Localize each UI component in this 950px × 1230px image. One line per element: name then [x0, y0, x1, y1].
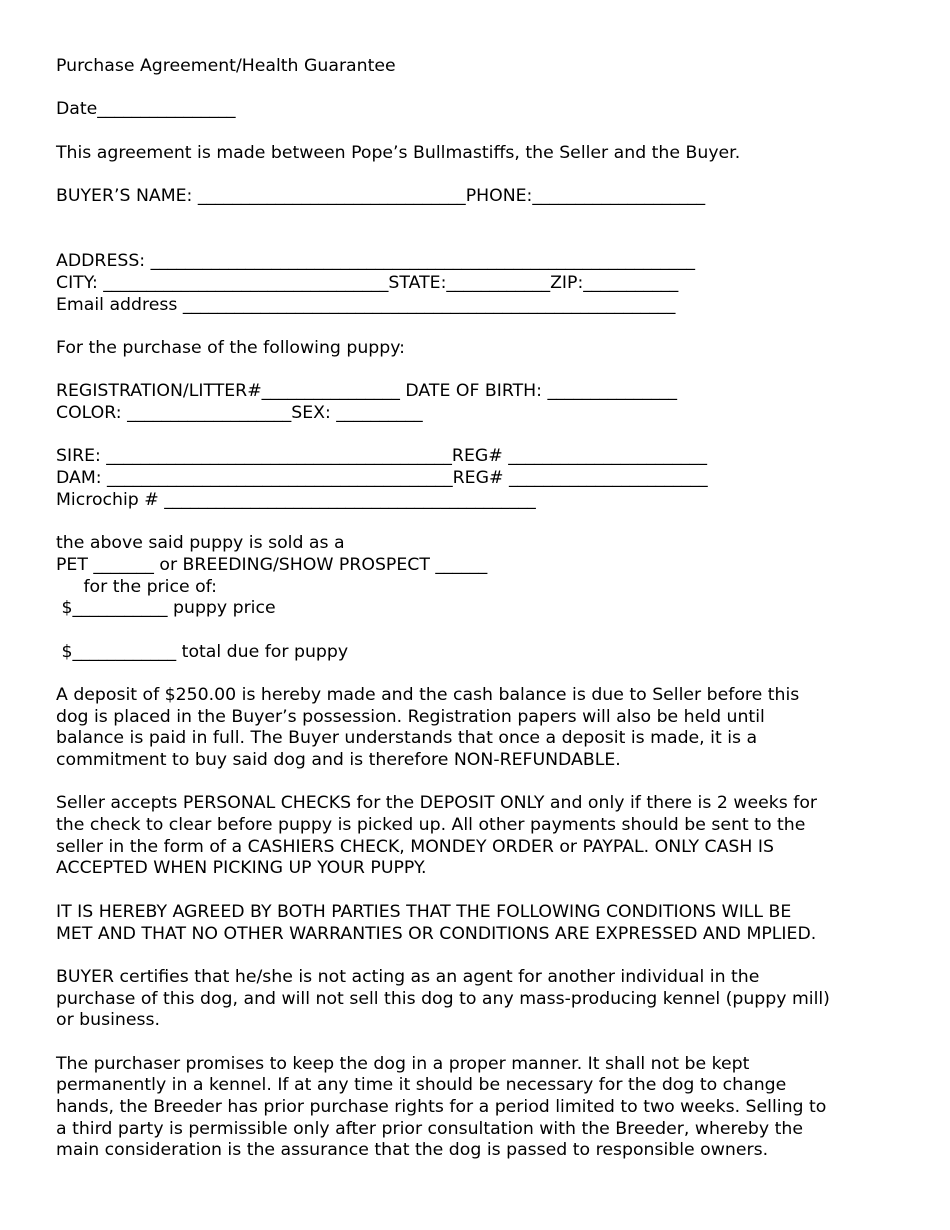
puppy-heading: For the purchase of the following puppy: [56, 337, 406, 358]
paragraph-line: A deposit of $250.00 is hereby made and the cash balance is due to Seller before this [56, 684, 800, 705]
purchaser-promises-paragraph [56, 1054, 906, 1162]
city-state-zip-field[interactable]: CITY: _________________________________STATE:____________ZIP:___________ [56, 272, 679, 293]
paragraph-line: main consideration is the assurance that the dog is passed to responsible owners. [56, 1140, 769, 1161]
color-sex-field[interactable]: COLOR: ___________________SEX: __________ [56, 403, 423, 424]
paragraph-line: MET AND THAT NO OTHER WARRANTIES OR CONDITIONS ARE EXPRESSED AND MPLIED. [56, 923, 817, 944]
paragraph-line: the check to clear before puppy is picked up. All other payments should be sent to the [56, 815, 806, 836]
total-due-field[interactable]: $____________ total due for puppy [56, 641, 349, 662]
registration-dob-field[interactable]: REGISTRATION/LITTER#________________ DATE OF BIRTH: _______________ [56, 381, 678, 402]
paragraph-line: ACCEPTED WHEN PICKING UP YOUR PUPPY. [56, 858, 427, 879]
microchip-field[interactable]: Microchip # ___________________________________________ [56, 489, 536, 510]
sire-field[interactable]: SIRE: ________________________________________REG# _______________________ [56, 446, 707, 467]
paragraph-line: seller in the form of a CASHIERS CHECK, MONDEY ORDER or PAYPAL. ONLY CASH IS [56, 836, 774, 857]
email-field[interactable]: Email address _________________________________________________________ [56, 294, 676, 315]
puppy-price-field[interactable]: $___________ puppy price [56, 598, 276, 619]
sale-terms-line: the above said puppy is sold as a [56, 533, 345, 554]
agreed-paragraph [56, 902, 906, 945]
paragraph-line: purchase of this dog, and will not sell this dog to any mass-producing kennel (puppy mill) [56, 988, 830, 1009]
deposit-paragraph [56, 685, 906, 772]
pet-or-prospect-field[interactable]: PET _______ or BREEDING/SHOW PROSPECT ______ [56, 554, 488, 575]
paragraph-line: IT IS HEREBY AGREED BY BOTH PARTIES THAT THE FOLLOWING CONDITIONS WILL BE [56, 901, 792, 922]
paragraph-line: hands, the Breeder has prior purchase rights for a period limited to two weeks. Selling to [56, 1097, 827, 1118]
date-field[interactable]: Date________________ [56, 99, 236, 120]
dam-field[interactable]: DAM: ________________________________________REG# _______________________ [56, 468, 708, 489]
paragraph-line: or business. [56, 1010, 160, 1031]
intro-text: This agreement is made between Pope’s Bullmastiffs, the Seller and the Buyer. [56, 142, 741, 163]
paragraph-line: a third party is permissible only after prior consultation with the Breeder, whereby the [56, 1118, 803, 1139]
price-label: for the price of: [56, 576, 217, 597]
paragraph-line: Seller accepts PERSONAL CHECKS for the DEPOSIT ONLY and only if there is 2 weeks for [56, 793, 818, 814]
buyer-certifies-paragraph [56, 967, 906, 1032]
checks-paragraph [56, 793, 906, 880]
paragraph-line: commitment to buy said dog and is therefore NON-REFUNDABLE. [56, 750, 621, 771]
paragraph-line: permanently in a kennel. If at any time it should be necessary for the dog to change [56, 1075, 787, 1096]
paragraph-line: balance is paid in full. The Buyer understands that once a deposit is made, it is a [56, 728, 758, 749]
document-title: Purchase Agreement/Health Guarantee [56, 56, 396, 76]
address-field[interactable]: ADDRESS: _______________________________________________________________ [56, 251, 695, 272]
paragraph-line: dog is placed in the Buyer’s possession. Registration papers will also be held until [56, 706, 765, 727]
paragraph-line: BUYER certifies that he/she is not acting as an agent for another individual in the [56, 966, 760, 987]
document-page [56, 56, 906, 1162]
paragraph-line: The purchaser promises to keep the dog in a proper manner. It shall not be kept [56, 1053, 750, 1074]
buyer-name-phone-field[interactable]: BUYER’S NAME: _______________________________PHONE:____________________ [56, 186, 706, 207]
